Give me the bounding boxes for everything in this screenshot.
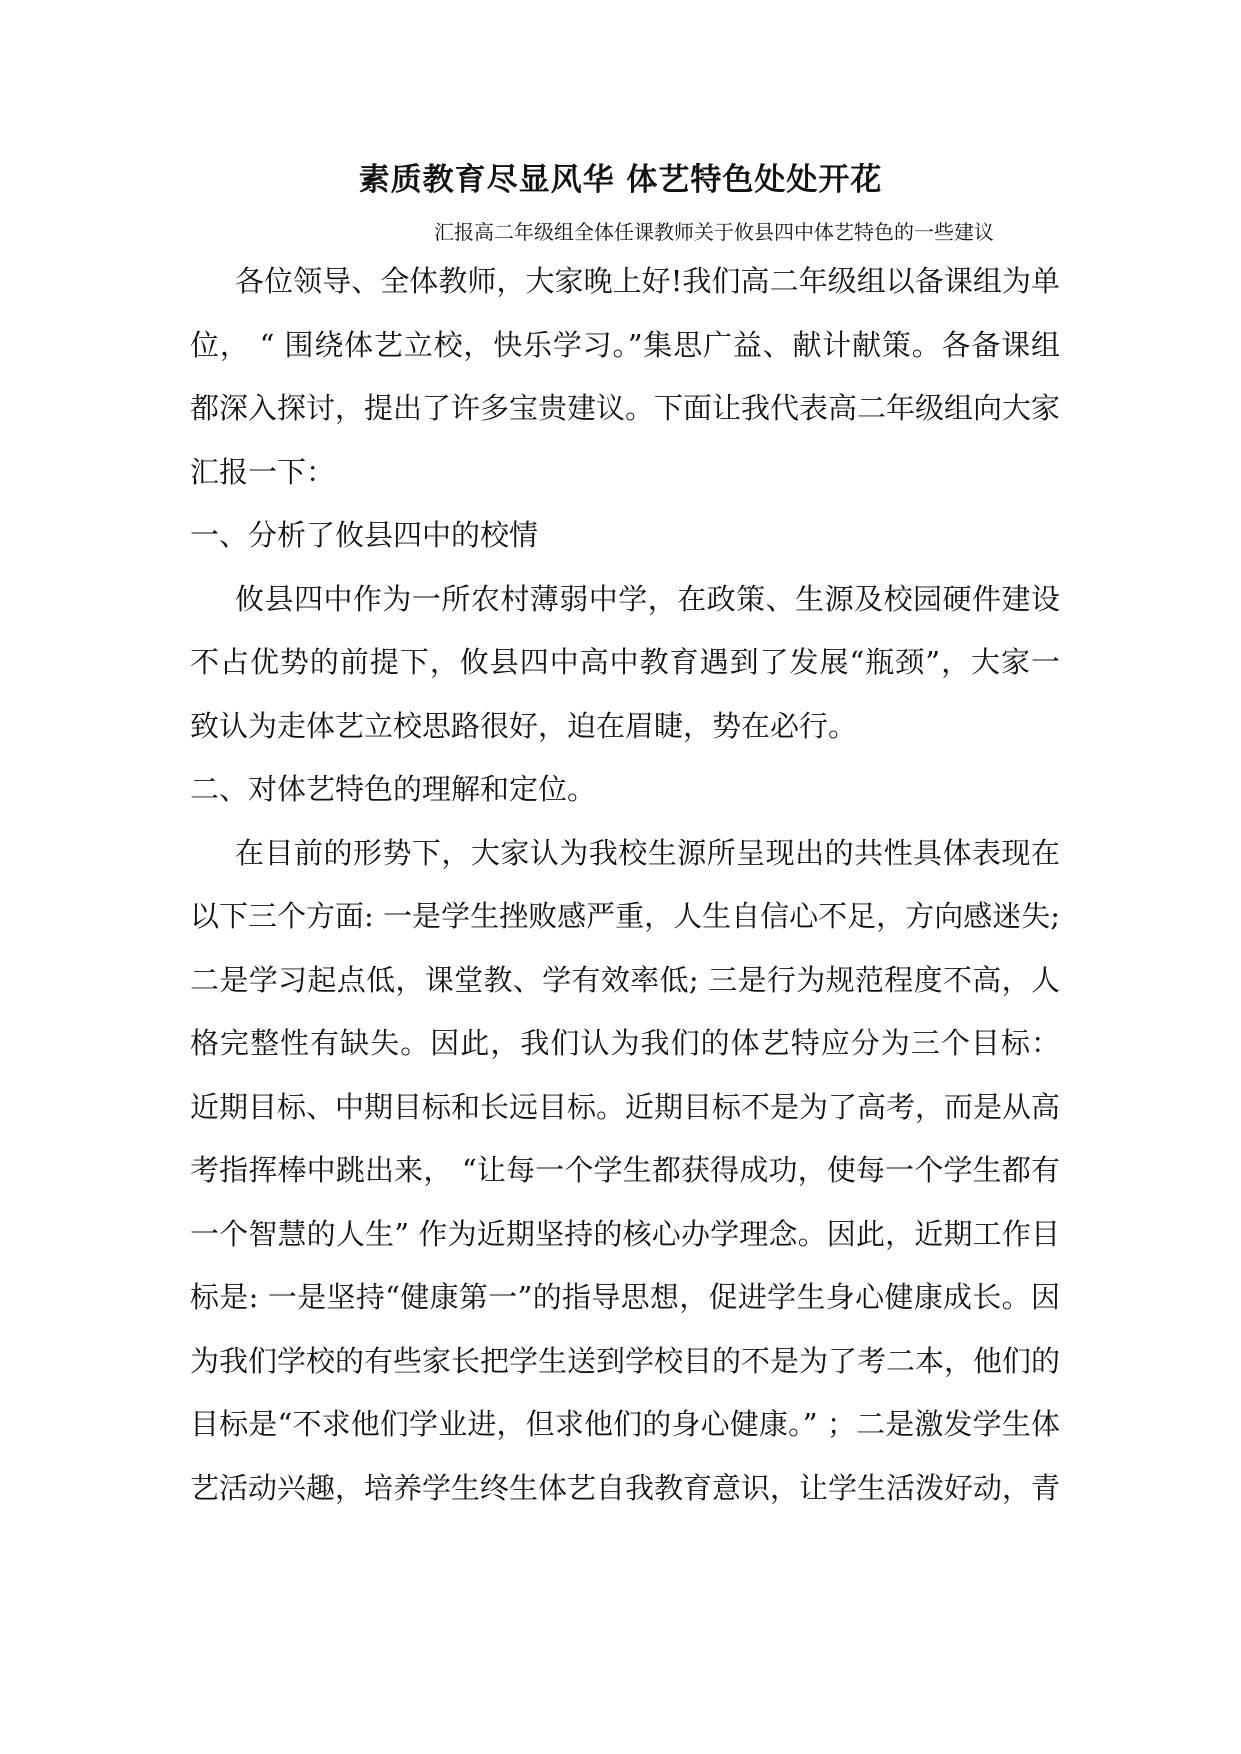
intro-paragraph: 各位领导、全体教师，大家晚上好!我们高二年级组以备课组为单位， “ 围绕体艺立校，快乐学习。”集思广益、献计献策。各备课组都深入探讨，提出了许多宝贵建议。下面让我代表高二年级组向大家汇报一下： — [190, 264, 1061, 489]
section-heading-1: 一、分析了攸县四中的校情 — [190, 518, 539, 552]
document-body — [190, 250, 1060, 1520]
document-title: 素质教育尽显风华 体艺特色处处开花 — [358, 162, 883, 198]
section-paragraph-2: 在目前的形势下，大家认为我校生源所呈现出的共性具体表现在以下三个方面: 一是学生挫败感严重，人生自信心不足，方向感迷失; 二是学习起点低，课堂教、学有效率低; 三是行为规范程度不高，人格完整性有缺失。因此，我们认为我们的体艺特应分为三个目标： 近期目标、中期目标和长远目标。近期目标不是为了高考，而是从高考指挥棒中跳出来， “让每一个学生都获得成功，使每一个学生都有一个智慧的人生” 作为近期坚持的核心办学理念。因此，近期工作目标是: 一是坚持“健康第一”的指导思想，促进学生身心健康成长。因为我们学校的有些家长把学生送到学校目的不是为了考二本，他们的目标是“不求他们学业进，但求他们的身心健康。” ；二是激发学生体艺活动兴趣，培养学生终生体艺自我教育意识，让学生活泼好动，青 — [190, 835, 1061, 1505]
section-heading-2: 二、对体艺特色的理解和定位。 — [190, 772, 597, 806]
section-paragraph-1: 攸县四中作为一所农村薄弱中学，在政策、生源及校园硬件建设不占优势的前提下，攸县四中高中教育遇到了发展“瓶颈”，大家一致认为走体艺立校思路很好，迫在眉睫，势在必行。 — [190, 581, 1060, 743]
document-subtitle: 汇报高二年级组全体任课教师关于攸县四中体艺特色的一些建议 — [434, 220, 994, 244]
